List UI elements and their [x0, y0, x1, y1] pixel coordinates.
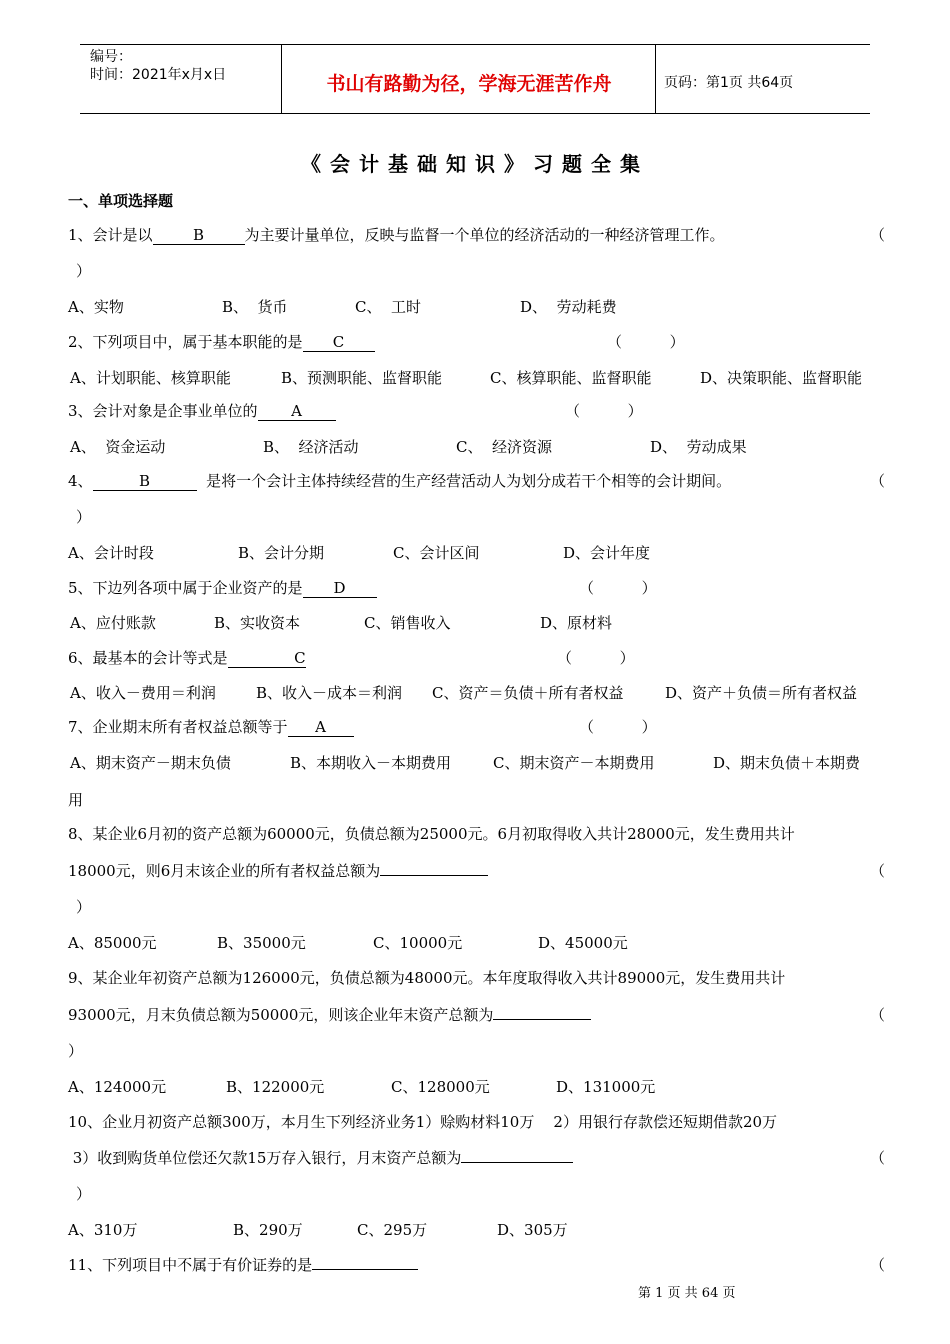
header-meta — [90, 48, 226, 84]
option: D、45000元 — [538, 934, 628, 952]
time-label: 时间：2021年x月x日 — [90, 67, 227, 83]
option: C、 工时 — [355, 298, 422, 316]
header-divider — [281, 45, 282, 113]
answer-blank: C — [303, 334, 375, 352]
answer-paren: （ ） — [607, 333, 685, 351]
question-7: 7、企业期末所有者权益总额等于 A — [68, 716, 354, 737]
option: B、会计分期 — [238, 544, 325, 562]
answer-paren-close: ） — [76, 508, 92, 526]
question-10-line-2: 3）收到购货单位偿还欠款15万存入银行，月末资产总额为 — [68, 1147, 573, 1168]
option: A、 资金运动 — [70, 438, 166, 456]
option: B、 经济活动 — [263, 438, 359, 456]
option: A、310万 — [68, 1221, 138, 1239]
option: C、核算职能、监督职能 — [490, 369, 652, 387]
answer-blank — [312, 1269, 418, 1270]
document-header — [80, 44, 870, 114]
option: B、290万 — [233, 1221, 303, 1239]
option: D、资产＋负债＝所有者权益 — [665, 684, 858, 702]
answer-paren-open: （ — [870, 226, 886, 244]
option: A、计划职能、核算职能 — [70, 369, 231, 387]
header-divider — [655, 45, 656, 113]
option: C、128000元 — [391, 1078, 490, 1096]
question-11: 11、下列项目中不属于有价证券的是 — [68, 1254, 418, 1275]
question-10-line-1: 10、企业月初资产总额300万，本月生下列经济业务1）赊购材料10万 2）用银行存款偿还短期借款20万 — [68, 1113, 778, 1131]
option: D、305万 — [497, 1221, 568, 1239]
motto: 书山有路勤为径，学海无涯苦作舟 — [326, 73, 612, 95]
option: B、实收资本 — [214, 614, 301, 632]
option: A、期末资产－期末负债 — [70, 754, 231, 772]
option: A、应付账款 — [70, 614, 156, 632]
answer-paren-open: （ — [870, 1149, 886, 1167]
question-6: 6、最基本的会计等式是 C — [68, 649, 306, 667]
option: A、124000元 — [68, 1078, 167, 1096]
answer-paren-open: （ — [870, 472, 886, 490]
answer-paren: （ ） — [579, 718, 657, 736]
question-4: 4、 B 是将一个会计主体持续经营的生产经营活动人为划分成若干个相等的会计期间。 — [68, 472, 732, 490]
option: C、295万 — [357, 1221, 428, 1239]
question-9-line-2: 93000元，月末负债总额为50000元，则该企业年末资产总额为 — [68, 1004, 591, 1025]
option: D、131000元 — [556, 1078, 656, 1096]
answer-paren-close: ） — [76, 262, 92, 280]
answer-paren: （ ） — [557, 649, 635, 667]
option: D、决策职能、监督职能 — [700, 369, 863, 387]
option: D、期末负债＋本期费 — [713, 754, 861, 772]
option: B、收入－成本＝利润 — [256, 684, 403, 702]
answer-blank: B — [93, 473, 197, 491]
option: C、期末资产－本期费用 — [493, 754, 655, 772]
answer-blank: B — [153, 227, 245, 245]
answer-blank — [461, 1162, 573, 1163]
option: B、 货币 — [222, 298, 288, 316]
question-1: 1、会计是以 B 为主要计量单位，反映与监督一个单位的经济活动的一种经济管理工作。 — [68, 226, 725, 244]
answer-blank — [493, 1019, 591, 1020]
option: C、销售收入 — [364, 614, 451, 632]
answer-blank: A — [258, 403, 336, 421]
option: A、收入－费用＝利润 — [70, 684, 216, 702]
option: C、会计区间 — [393, 544, 480, 562]
option: B、35000元 — [217, 934, 306, 952]
question-2: 2、下列项目中，属于基本职能的是 C — [68, 331, 375, 352]
option: C、资产＝负债＋所有者权益 — [432, 684, 624, 702]
answer-paren-open: （ — [870, 1006, 886, 1024]
option: D、会计年度 — [563, 544, 651, 562]
option-continuation: 用 — [68, 791, 84, 809]
answer-blank: D — [303, 580, 377, 598]
answer-paren-close: ） — [68, 1042, 84, 1060]
page-footer: 第 1 页 共 64 页 — [638, 1286, 736, 1301]
answer-paren-open: （ — [870, 862, 886, 880]
option: C、10000元 — [373, 934, 463, 952]
answer-paren: （ ） — [579, 579, 657, 597]
option: D、 劳动耗费 — [520, 298, 617, 316]
question-8-line-2: 18000元，则6月末该企业的所有者权益总额为 — [68, 860, 488, 881]
answer-blank: A — [288, 719, 354, 737]
answer-paren-close: ） — [76, 1185, 92, 1203]
option: C、 经济资源 — [456, 438, 553, 456]
page-title: 《会计基础知识》习题全集 — [301, 152, 649, 176]
answer-paren-close: ） — [76, 898, 92, 916]
question-3: 3、会计对象是企事业单位的 A — [68, 400, 336, 421]
option: A、实物 — [68, 298, 124, 316]
option: A、85000元 — [68, 934, 157, 952]
question-5: 5、下边列各项中属于企业资产的是 D — [68, 577, 377, 598]
answer-blank — [380, 875, 488, 876]
page-info: 页码：第1页 共64页 — [664, 75, 794, 91]
option: B、122000元 — [226, 1078, 325, 1096]
number-label: 编号： — [90, 49, 132, 65]
option: D、原材料 — [540, 614, 613, 632]
answer-paren: （ ） — [565, 402, 643, 420]
option: D、 劳动成果 — [650, 438, 747, 456]
option: B、本期收入－本期费用 — [290, 754, 452, 772]
answer-blank: C — [228, 650, 306, 668]
question-8-line-1: 8、某企业6月初的资产总额为60000元，负债总额为25000元。6月初取得收入共计28000元，发生费用共计 — [68, 825, 795, 843]
option: B、预测职能、监督职能 — [281, 369, 443, 387]
option: A、会计时段 — [68, 544, 154, 562]
question-9-line-1: 9、某企业年初资产总额为126000元，负债总额为48000元。本年度取得收入共计89000元，发生费用共计 — [68, 969, 786, 987]
answer-paren-open: （ — [870, 1256, 886, 1274]
section-heading: 一、单项选择题 — [68, 192, 174, 210]
